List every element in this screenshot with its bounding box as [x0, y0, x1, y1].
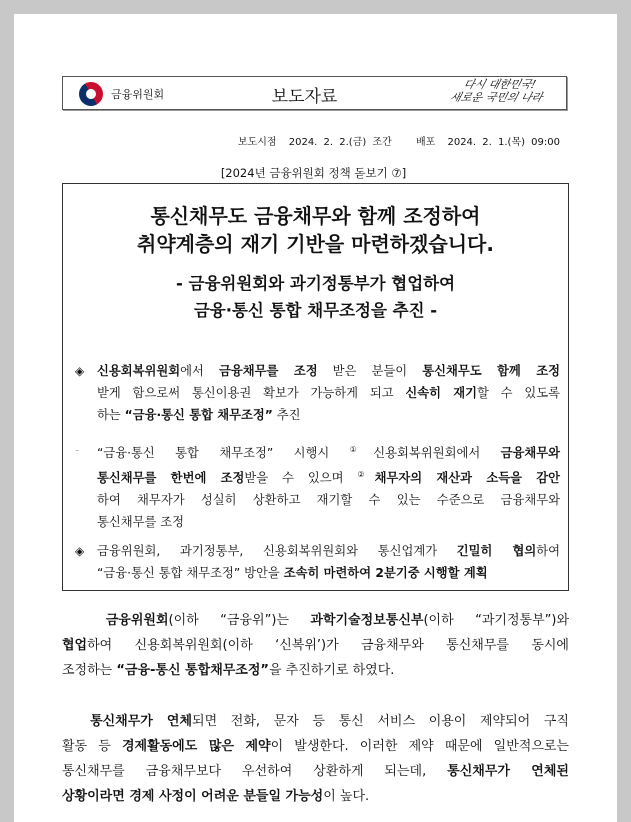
- text-run: 을 추진하기로 하였다.: [268, 663, 395, 678]
- bold-text: 상황이라면 경제 사정이 어려운 분들일 가능성: [62, 789, 324, 804]
- text-run: 통신채무를 조정: [97, 515, 185, 530]
- text-run: (이하 “금융위”)는: [168, 613, 311, 628]
- bold-text: 금융위원회: [62, 613, 169, 628]
- series-label: [2024년 금융위원회 정책 돋보기 ⑦]: [220, 166, 407, 180]
- bold-text: “금융-통신 통합채무조정”: [116, 663, 269, 678]
- distribution-label: 배포: [415, 137, 436, 148]
- text-run: “금융·통신 통합 채무조정” 시행시: [97, 446, 350, 461]
- bold-text: 통신채무가 연체: [62, 714, 193, 729]
- summary-bullet: [75, 360, 560, 426]
- text-line: [75, 511, 560, 533]
- text-line: [75, 540, 560, 562]
- body-paragraph: [62, 608, 569, 683]
- dash-bullet-icon: -: [75, 443, 80, 457]
- document-page: [14, 14, 617, 822]
- text-line: [62, 734, 569, 759]
- text-line: [62, 759, 569, 784]
- slogan-line-1: 다시 대한민국!: [462, 78, 538, 91]
- bold-text: 통신채무를 한번에 조정: [97, 471, 245, 486]
- text-line: [62, 709, 569, 734]
- text-run: 이 높다.: [323, 789, 370, 804]
- headline-line-1: 통신채무도 금융채무와 함께 조정하여: [150, 204, 481, 228]
- summary-box: [62, 183, 569, 591]
- summary-sub-bullet: [75, 439, 560, 533]
- release-label: 보도시점: [237, 137, 277, 148]
- text-run: 통신채무를 금융채무보다 우선하여 상환하게 되는데,: [62, 764, 448, 779]
- text-run: 추진: [272, 408, 301, 422]
- text-run: 금융위원회, 과기정통부, 신용회복위원회와 통신업계가: [97, 544, 457, 558]
- text-run: 되면 전화, 문자 등 통신 서비스 이용이 제약되어 구직: [192, 714, 569, 729]
- bold-text: 긴밀히 협의: [456, 544, 537, 558]
- press-release-header: [62, 76, 567, 110]
- bold-text: 신용회복위원회: [97, 364, 181, 378]
- headline-line-2: 취약계층의 재기 기반을 마련하겠습니다.: [137, 232, 494, 256]
- text-run: 이 발생한다. 이러한 제약 때문에 일반적으로는: [270, 739, 569, 754]
- text-line: [75, 439, 560, 464]
- diamond-bullet-icon: ◈: [75, 544, 85, 558]
- text-run: 할 수 있도록: [476, 386, 560, 400]
- slogan-line-2: 새로운 국민의 나라: [448, 91, 544, 104]
- bold-text: 조속히 마련하여 2분기중 시행할 계획: [283, 566, 488, 580]
- bold-text: 과학기술정보통신부: [310, 613, 424, 628]
- release-meta: [232, 133, 560, 148]
- text-run: 받게 함으로써 통신이용권 확보가 가능하게 되고: [97, 386, 406, 400]
- bold-text: “금융·통신 통합 채무조정”: [124, 408, 273, 422]
- text-run: 받은 분들이: [317, 364, 423, 378]
- slogan-handwriting: [449, 78, 548, 104]
- bold-text: 협업: [62, 638, 88, 653]
- diamond-bullet-icon: ◈: [75, 364, 85, 378]
- org-name: 금융위원회: [111, 88, 165, 101]
- summary-bullet: [75, 540, 560, 584]
- text-run: 받을 수 있으며: [244, 471, 358, 486]
- subheadline-line-1: - 금융위원회와 과기정통부가 협업하여: [175, 274, 456, 293]
- text-run: 신용회복위원회에서: [373, 446, 501, 461]
- text-run: 하여 신용회복위원회(이하 ‘신복위’)가 금융채무와 통신채무를 동시에: [87, 638, 569, 653]
- text-run: 하여 채무자가 성실히 상환하고 재기할 수 있는 수준으로 금융채무와: [97, 493, 560, 508]
- text-run: 하는: [97, 408, 125, 422]
- doc-type-title: 보도자료: [271, 87, 338, 107]
- text-line: [75, 360, 560, 382]
- text-run: 조정하는: [62, 663, 117, 678]
- text-line: [62, 784, 569, 809]
- text-line: [75, 562, 560, 584]
- text-run: (이하 “과기정통부”)와: [423, 613, 569, 628]
- text-run: 활동 등: [62, 739, 122, 754]
- subheadline-line-2: 금융·통신 통합 채무조정을 추진 -: [193, 301, 438, 320]
- text-line: [62, 633, 569, 658]
- bold-text: 신속히 재기: [405, 386, 477, 400]
- text-run: ①: [349, 445, 374, 454]
- bold-text: 금융채무와: [500, 446, 561, 461]
- text-run: 에서: [180, 364, 219, 378]
- text-line: [75, 464, 560, 489]
- text-run: 하여: [536, 544, 560, 558]
- text-line: [75, 382, 560, 404]
- bold-text: 채무자의 재산과 소득을 감안: [374, 471, 561, 486]
- release-value: 2024. 2. 2.(금) 조간: [288, 137, 392, 148]
- headline: [63, 202, 568, 258]
- bold-text: 금융채무를 조정: [218, 364, 318, 378]
- body-paragraph: [62, 709, 569, 809]
- bold-text: 통신채무도 함께 조정: [422, 364, 560, 378]
- bold-text: 경제활동에도 많은 제약: [121, 739, 271, 754]
- subheadline: [63, 270, 568, 324]
- text-line: [75, 404, 560, 426]
- bold-text: 통신채무가 연체된: [447, 764, 569, 779]
- distribution-value: 2024. 2. 1.(목) 09:00: [447, 137, 560, 148]
- text-line: [62, 608, 569, 633]
- text-line: [62, 658, 569, 683]
- text-run: ②: [357, 470, 375, 480]
- text-line: [75, 489, 560, 511]
- text-run: “금융·통신 통합 채무조정” 방안을: [97, 566, 284, 580]
